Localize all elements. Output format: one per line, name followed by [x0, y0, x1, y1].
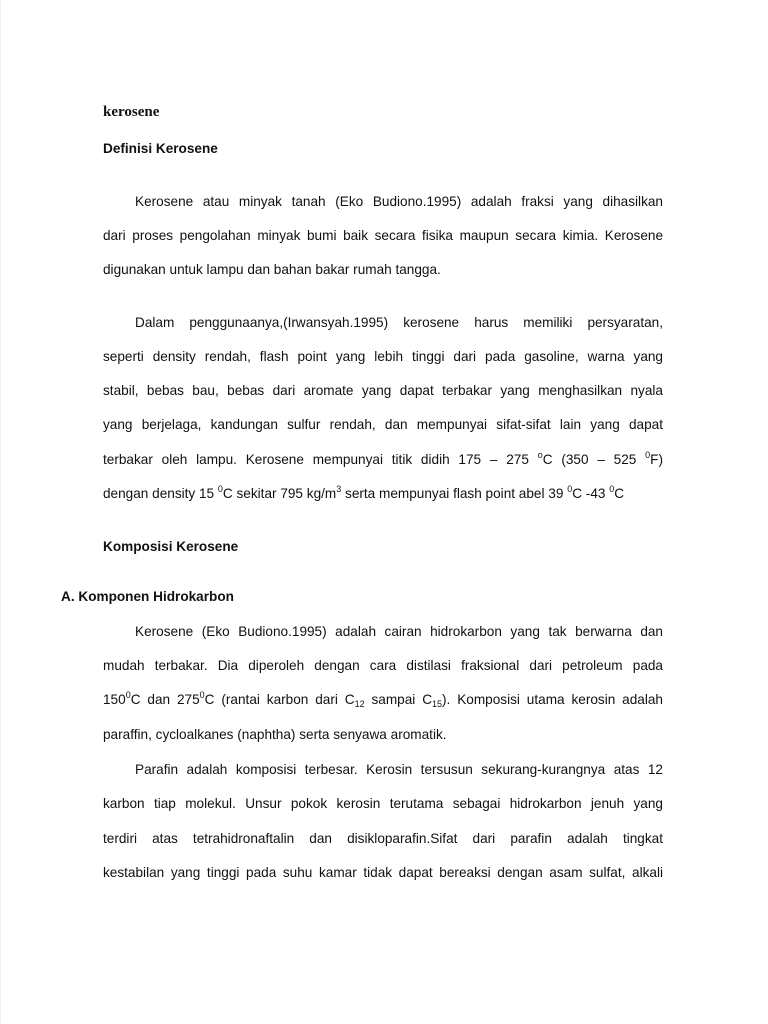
paragraph-line: yang berjelaga, kandungan sulfur rendah, dan mempunyai sifat-sifat lain yang dapat [103, 417, 663, 432]
paragraph-line-boiling-point [103, 452, 663, 468]
superscript: 0 [645, 450, 651, 460]
text-run: dengan density 15 [103, 486, 218, 501]
document-title: kerosene [103, 104, 160, 120]
paragraph-line: paraffin, cycloalkanes (naphtha) serta senyawa aromatik. [103, 727, 447, 742]
subscript: 12 [354, 699, 365, 709]
text-run: F) [650, 452, 663, 467]
paragraph-line: terdiri atas tetrahidronaftalin dan disikloparafin.Sifat dari parafin adalah tingkat [103, 831, 663, 846]
text-run: C dan 275 [130, 692, 200, 707]
heading-definisi-kerosene: Definisi Kerosene [103, 141, 218, 156]
superscript: o [537, 450, 543, 460]
text-run: C (rantai karbon dari C [204, 692, 355, 707]
heading-komposisi-kerosene: Komposisi Kerosene [103, 539, 239, 554]
paragraph-line: Kerosene (Eko Budiono.1995) adalah cairan hidrokarbon yang tak berwarna dan [135, 624, 663, 639]
paragraph-line: kestabilan yang tinggi pada suhu kamar tidak dapat bereaksi dengan asam sulfat, alkali [103, 865, 663, 880]
paragraph-line-carbon-chain [103, 692, 663, 708]
paragraph-line: mudah terbakar. Dia diperoleh dengan cara distilasi fraksional dari petroleum pada [103, 658, 663, 673]
paragraph-line: seperti density rendah, flash point yang lebih tinggi dari pada gasoline, warna yang [103, 349, 663, 364]
text-run: C (350 – 525 [542, 452, 646, 467]
paragraph-line: dari proses pengolahan minyak bumi baik secara fisika maupun secara kimia. Kerosene [103, 228, 663, 243]
superscript: 0 [609, 484, 615, 494]
text-run: sampai C [364, 692, 433, 707]
paragraph-line: karbon tiap molekul. Unsur pokok kerosin terutama sebagai hidrokarbon jenuh yang [103, 796, 663, 811]
heading-komponen-hidrokarbon: A. Komponen Hidrokarbon [61, 589, 234, 604]
paragraph-line: stabil, bebas bau, bebas dari aromate yang dapat terbakar yang menghasilkan nyala [103, 383, 663, 398]
superscript: 0 [199, 690, 205, 700]
text-run: terbakar oleh lampu. Kerosene mempunyai titik didih 175 – 275 [103, 452, 538, 467]
superscript: 3 [336, 484, 342, 494]
text-run: serta mempunyai flash point abel 39 [341, 486, 568, 501]
text-run: C -43 [572, 486, 610, 501]
superscript: 0 [125, 690, 131, 700]
text-run: ). Komposisi utama kerosin adalah [442, 692, 663, 707]
paragraph-line: Dalam penggunaanya,(Irwansyah.1995) kerosene harus memiliki persyaratan, [135, 315, 663, 330]
text-run: C [614, 486, 625, 501]
text-run: C sekitar 795 kg/m [222, 486, 337, 501]
paragraph-line-density [103, 486, 624, 502]
subscript: 15 [432, 699, 443, 709]
paragraph-line: Parafin adalah komposisi terbesar. Kerosin tersusun sekurang-kurangnya atas 12 [135, 762, 663, 777]
paragraph-line: digunakan untuk lampu dan bahan bakar rumah tangga. [103, 262, 441, 277]
paragraph-line: Kerosene atau minyak tanah (Eko Budiono.1995) adalah fraksi yang dihasilkan [135, 194, 663, 209]
text-run: 150 [103, 692, 126, 707]
superscript: 0 [567, 484, 573, 494]
superscript: 0 [217, 484, 223, 494]
